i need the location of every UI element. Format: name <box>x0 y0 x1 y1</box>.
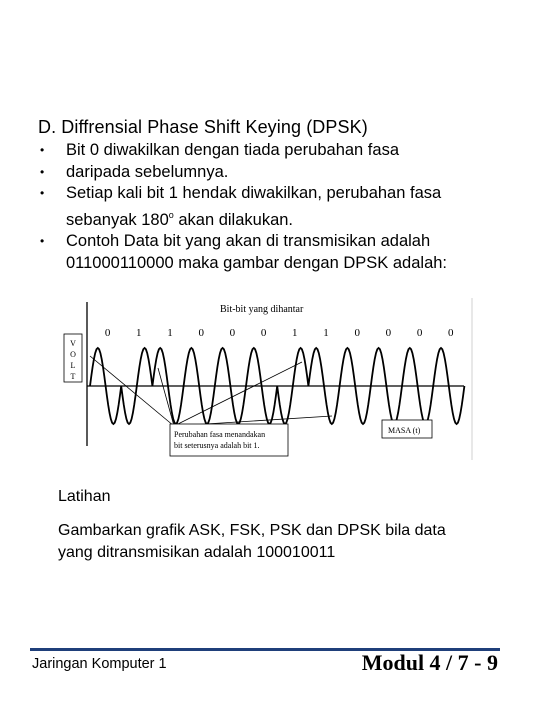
annotation-line-2: bit seterusnya adalah bit 1. <box>174 441 260 450</box>
bit-label: 1 <box>136 327 142 339</box>
bullet-text-2c: akan dilakukan. <box>173 210 294 229</box>
bullet-text-2b: sebanyak 180 <box>66 210 169 229</box>
exercise-heading: Latihan <box>58 488 111 505</box>
bit-label: 0 <box>198 327 204 339</box>
bullet-item-2 <box>38 162 508 184</box>
degree-superscript: o <box>168 209 174 220</box>
bullet-dot: • <box>40 186 45 200</box>
bullet-text-1a: Bit 0 diwakilkan dengan tiada perubahan fasa <box>66 141 399 159</box>
bullet-item-1 <box>38 140 508 162</box>
bit-label: 1 <box>292 327 298 339</box>
volt-letter: V <box>70 339 76 348</box>
bit-label: 0 <box>229 327 236 339</box>
dpsk-waveform-figure <box>62 296 476 462</box>
annotation-line-1: Perubahan fasa menandakan <box>174 430 266 439</box>
time-axis-label: MASA (t) <box>388 426 421 435</box>
bit-label: 0 <box>448 327 454 339</box>
bullet-text-3b: 011000110000 maka gambar dengan DPSK adalah: <box>66 253 448 272</box>
bullet-dot: • <box>40 164 45 179</box>
bit-label-row <box>105 327 454 339</box>
bullet-list <box>38 140 508 274</box>
footer-module: Modul 4 / 7 - 9 <box>361 650 498 675</box>
slide-title: D. Diffrensial Phase Shift Keying (DPSK) <box>38 117 368 137</box>
volt-letter: T <box>70 372 76 381</box>
bit-label: 0 <box>260 327 267 339</box>
bit-label: 1 <box>323 327 329 339</box>
bullet-dot: • <box>40 234 45 248</box>
bit-label: 0 <box>416 327 423 339</box>
bit-label: 0 <box>104 327 111 339</box>
bullet-text-1b: daripada sebelumnya. <box>66 162 229 181</box>
footer-course: Jaringan Komputer 1 <box>32 656 167 672</box>
volt-letter: O <box>70 350 76 359</box>
bullet-item-4 <box>38 231 508 274</box>
bullet-dot: • <box>40 143 45 157</box>
figure-header: Bit-bit yang dihantar <box>220 304 304 315</box>
bit-label: 0 <box>354 327 360 339</box>
bullet-text-3a: Contoh Data bit yang akan di transmisikan adalah <box>66 232 431 250</box>
bit-label: 0 <box>385 327 392 339</box>
bullet-text-2a: Setiap kali bit 1 hendak diwakilkan, perubahan fasa <box>66 184 442 202</box>
volt-letter: L <box>70 361 76 370</box>
exercise-body: Gambarkan grafik ASK, FSK, PSK dan DPSK bila data yang ditransmisikan adalah 100010011 <box>58 522 446 561</box>
bit-label: 1 <box>167 327 173 339</box>
bullet-item-3 <box>38 183 508 231</box>
